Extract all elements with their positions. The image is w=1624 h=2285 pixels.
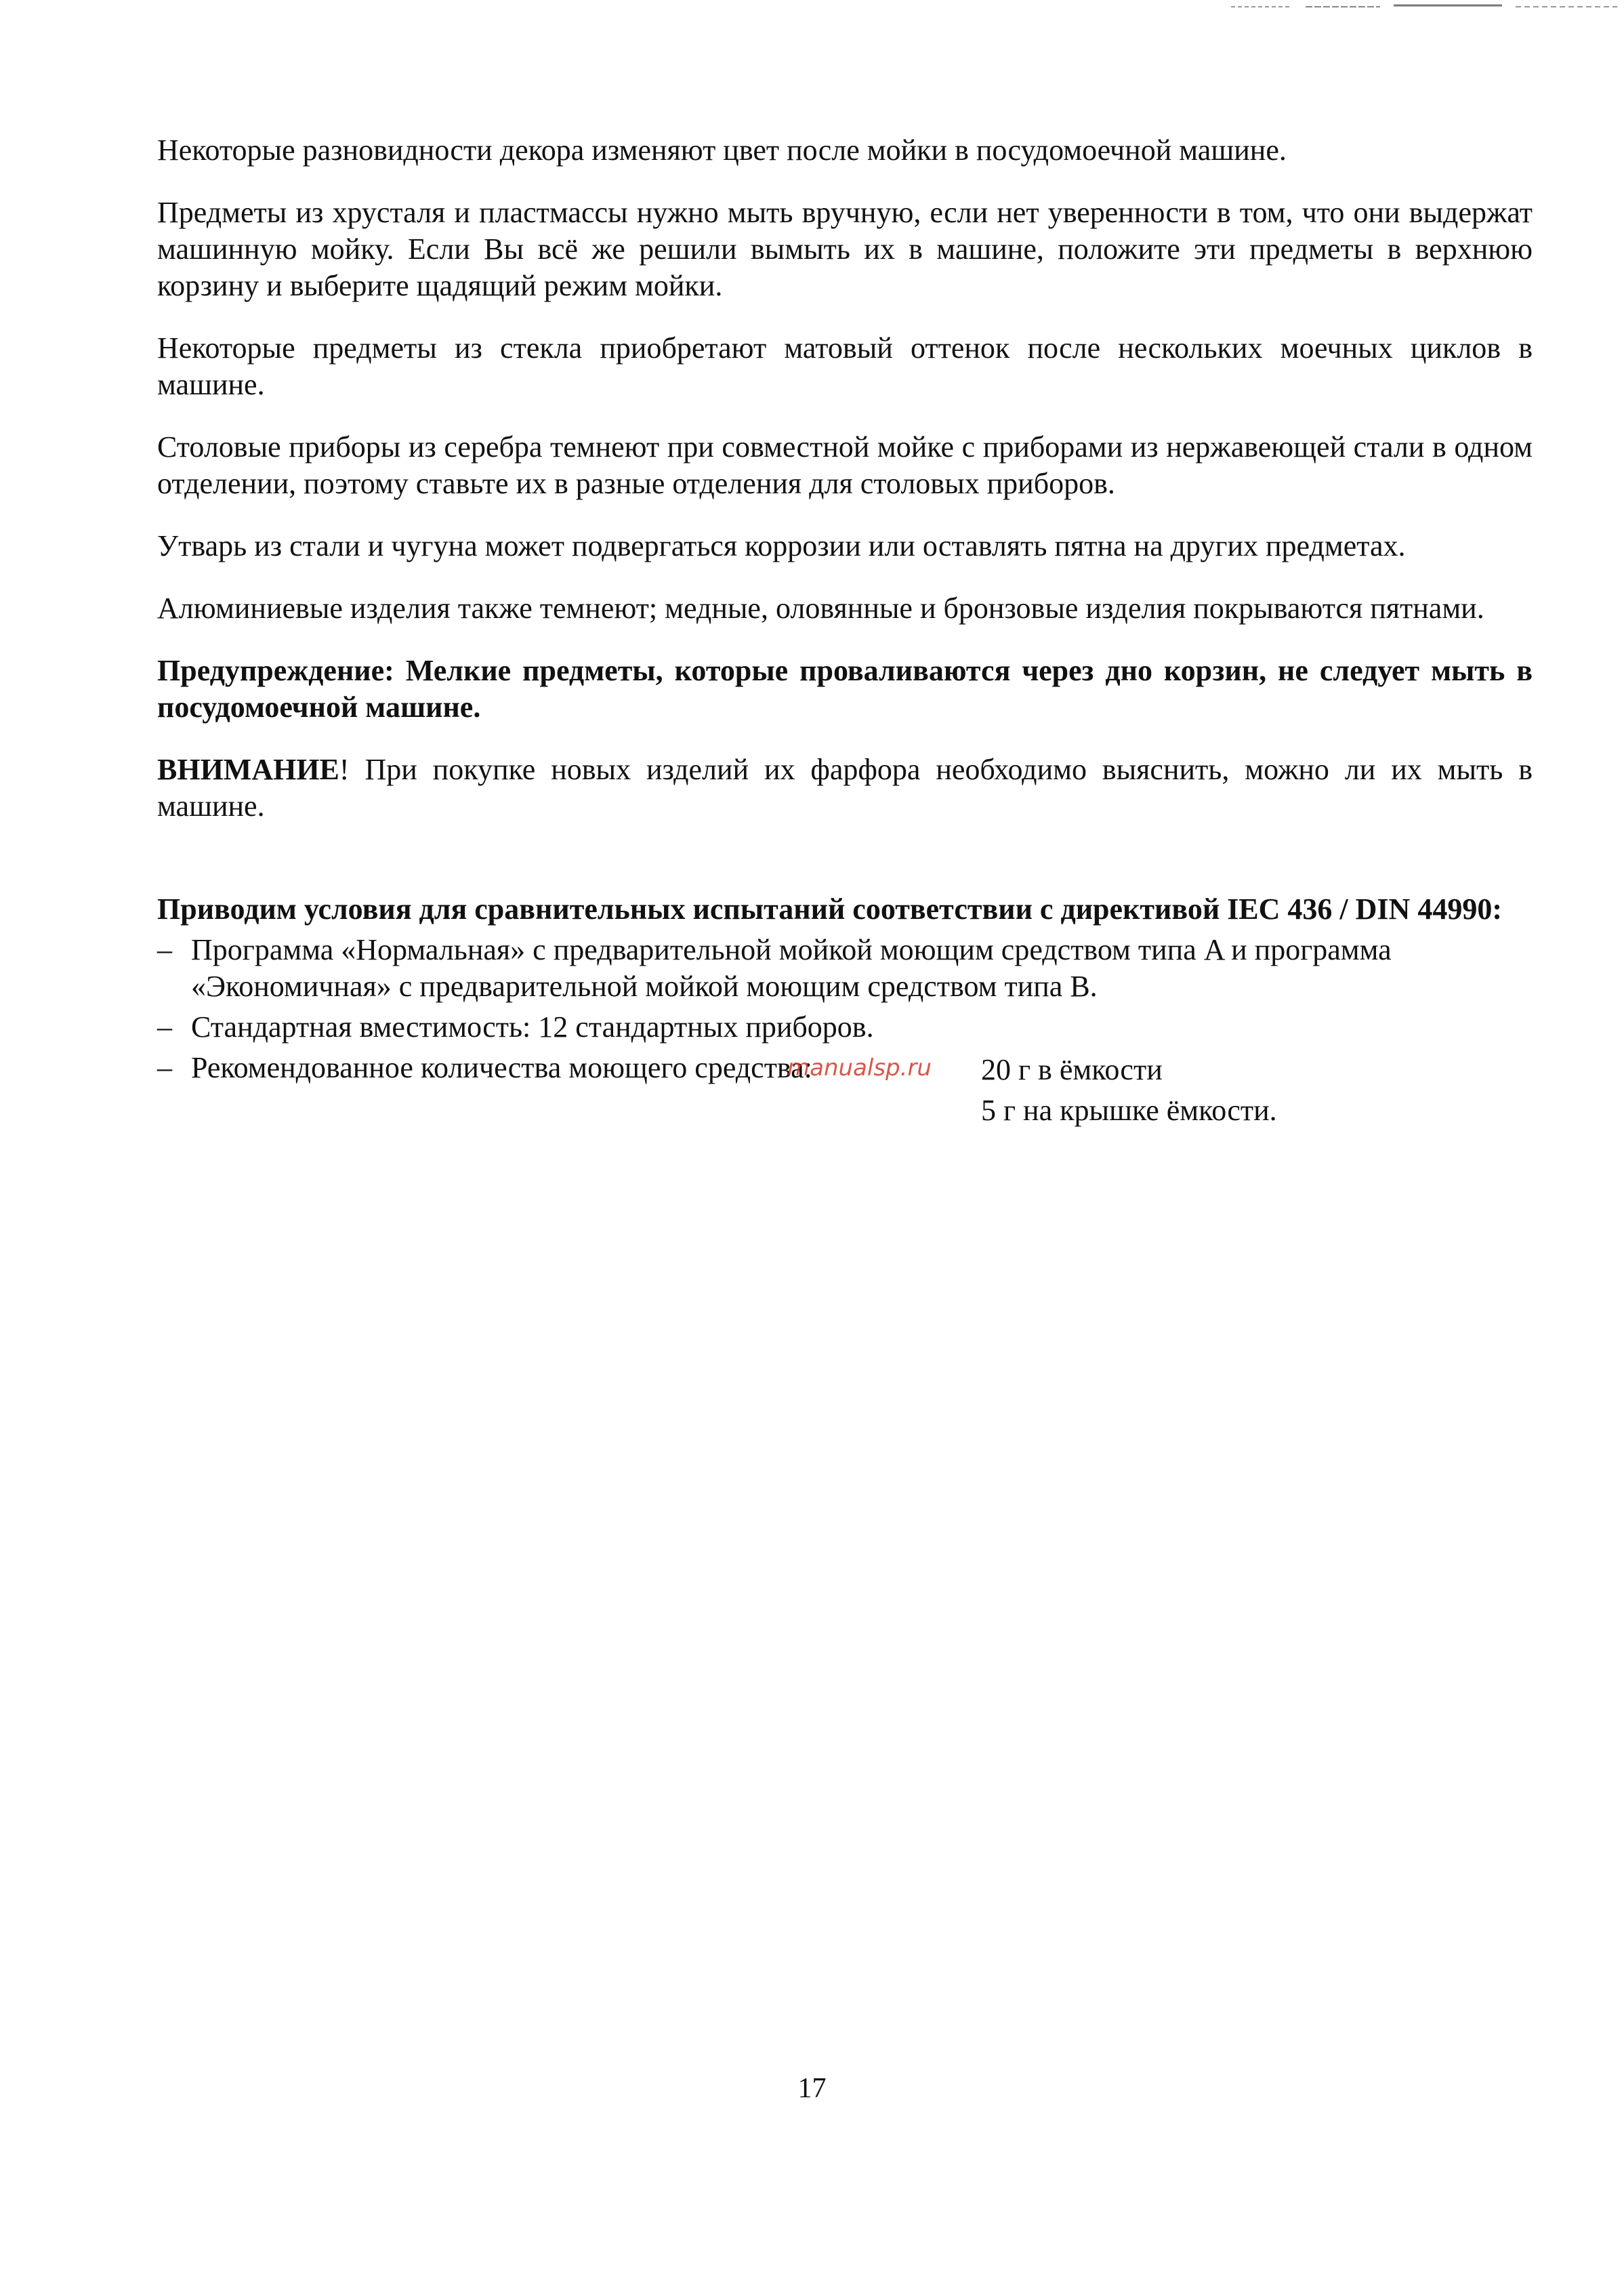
detergent-values (981, 1050, 1277, 1131)
detergent-label-cell (191, 1050, 981, 1131)
detergent-row (191, 1050, 1533, 1131)
page-content (157, 132, 1533, 1135)
list-item-text: Стандартная вместимость: 12 стандартных приборов. (191, 1010, 874, 1044)
test-conditions-list (157, 932, 1533, 1131)
scan-artifact-marks (1217, 0, 1624, 14)
list-item-detergent (157, 1050, 1533, 1131)
attention-text: ! При покупке новых изделий их фарфора необходимо выяснить, можно ли их мыть в машине. (157, 753, 1533, 823)
paragraph-crystal-plastic: Предметы из хрусталя и пластмассы нужно мыть вручную, если нет уверенности в том, что они выдержат машинную мойку. Если Вы всё же решили вымыть их в машине, положите эти предметы в верхнюю корзину и выберите щадящий режим мойки. (157, 196, 1533, 302)
paragraph-decor: Некоторые разновидности декора изменяют цвет после мойки в посудомоечной машине. (157, 133, 1287, 167)
detergent-value-lid: 5 г на крышке ёмкости. (981, 1094, 1277, 1127)
list-dash: – (157, 933, 172, 966)
test-conditions-heading: Приводим условия для сравнительных испытаний соответствии с директивой IEC 436 / DIN 44990: (157, 892, 1502, 926)
paragraph-aluminium: Алюминиевые изделия также темнеют; медные, оловянные и бронзовые изделия покрываются пятнами. (157, 592, 1484, 625)
page-number: 17 (797, 2073, 827, 2104)
detergent-label: Рекомендованное количества моющего средства: (191, 1051, 812, 1084)
warning-paragraph: Предупреждение: Мелкие предметы, которые проваливаются через дно корзин, не следует мыть в посудомоечной машине. (157, 654, 1533, 724)
list-item-text: Программа «Нормальная» с предварительной мойкой моющим средством типа A и программа «Экономичная» с предварительной мойкой моющим средством типа B. (191, 933, 1392, 1003)
attention-paragraph (157, 752, 1533, 825)
paragraph-steel-iron: Утварь из стали и чугуна может подвергаться коррозии или оставлять пятна на других предметах. (157, 529, 1406, 562)
list-item (157, 1009, 1533, 1046)
attention-label: ВНИМАНИЕ (157, 753, 339, 786)
detergent-value-container: 20 г в ёмкости (981, 1053, 1163, 1086)
list-item (157, 932, 1533, 1005)
watermark: manualsp.ru (787, 1054, 932, 1082)
paragraph-glass: Некоторые предметы из стекла приобретают матовый оттенок после нескольких моечных циклов в машине. (157, 331, 1533, 401)
paragraph-silver: Столовые приборы из серебра темнеют при совместной мойке с приборами из нержавеющей стали в одном отделении, поэтому ставьте их в разные отделения для столовых приборов. (157, 430, 1533, 500)
list-dash: – (157, 1051, 172, 1084)
list-dash: – (157, 1010, 172, 1044)
